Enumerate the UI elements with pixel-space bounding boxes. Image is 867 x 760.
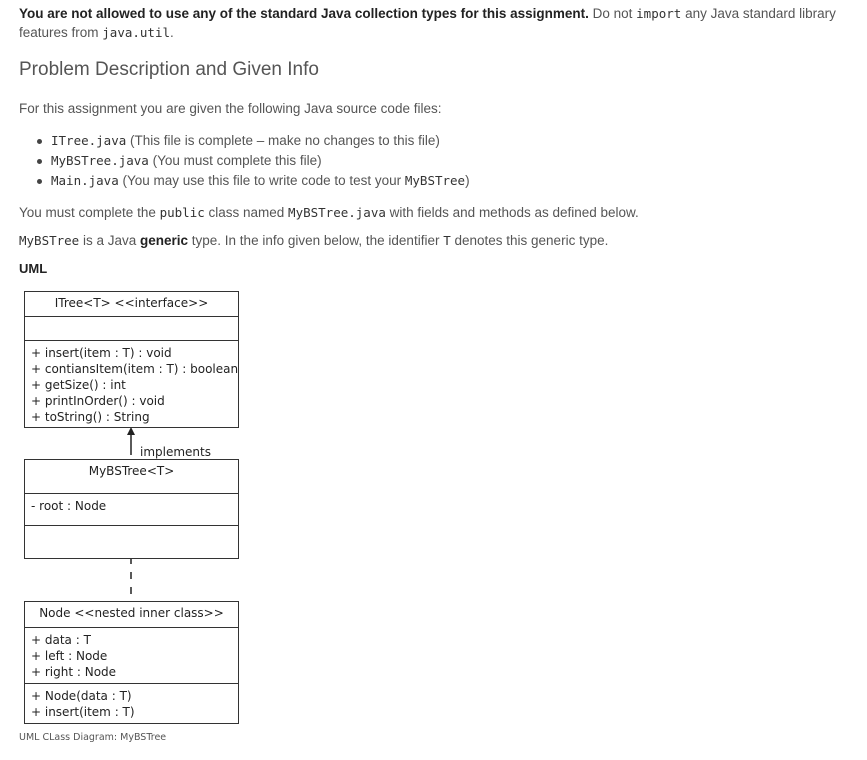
node-class-box [24,601,239,724]
node-methods [25,683,238,723]
file-itree: ITree.java [51,133,127,148]
code-file: MyBSTree.java [288,205,386,220]
method: + getSize() : int [31,378,126,392]
field: + left : Node [31,649,108,663]
file-mybstree: MyBSTree.java [51,153,149,168]
itree-class-box [24,291,239,428]
text: class named [204,205,289,220]
code-import: import [636,6,682,21]
uml-label: UML [19,261,48,276]
method: + toString() : String [31,410,150,424]
text: denotes this generic type. [450,233,609,248]
method: + contiansItem(item : T) : boolean [31,362,239,376]
node-title: Node <<nested inner class>> [39,606,224,620]
file-note: (This file is complete – make no changes to this file) [126,133,440,148]
file-main: Main.java [51,173,119,188]
field: + right : Node [31,665,117,679]
itree-title: ITree<T> <<interface>> [54,296,209,310]
node-fields [25,627,238,683]
restriction-text-4: . [170,25,174,40]
code-class: MyBSTree [19,233,80,248]
mybstree-title: MyBSTree<T> [88,464,175,478]
implements-arrow [127,427,135,455]
file-note: (You may use this file to write code to test your [118,173,405,188]
generic-strong: generic [140,233,189,248]
file-note-end: ) [465,173,470,188]
code-public: public [159,205,205,220]
method: + insert(item : T) [31,705,135,719]
restriction-strong: You are not allowed to use any of the standard Java collection types for this assignment. [19,6,589,21]
itree-methods [25,340,238,427]
restriction-text-3: features from [19,25,103,40]
text: You must complete the [19,205,160,220]
implements-label: implements [140,445,211,459]
method: + Node(data : T) [31,689,132,703]
text: with fields and methods as defined below. [385,205,639,220]
mybstree-fields [25,493,238,525]
given-files-text: For this assignment you are given the following Java source code files: [19,101,442,116]
field: - root : Node [31,499,107,513]
method: + insert(item : T) : void [31,346,172,360]
file-note: (You must complete this file) [148,153,322,168]
restriction-text-1: Do not [588,6,637,21]
text: is a Java [79,233,140,248]
mybstree-class-box [24,459,239,559]
restriction-text-2: any Java standard library [681,6,836,21]
text: type. In the info given below, the identifier [188,233,444,248]
itree-fields [25,316,238,340]
section-heading: Problem Description and Given Info [19,59,319,80]
method: + printInOrder() : void [31,394,165,408]
diagram-caption: UML CLass Diagram: MyBSTree [19,732,167,743]
code-mybstree: MyBSTree [404,173,466,188]
field: + data : T [31,633,91,647]
code-java-util: java.util [102,25,171,40]
mybstree-methods [25,525,238,558]
code-t: T [443,233,451,248]
